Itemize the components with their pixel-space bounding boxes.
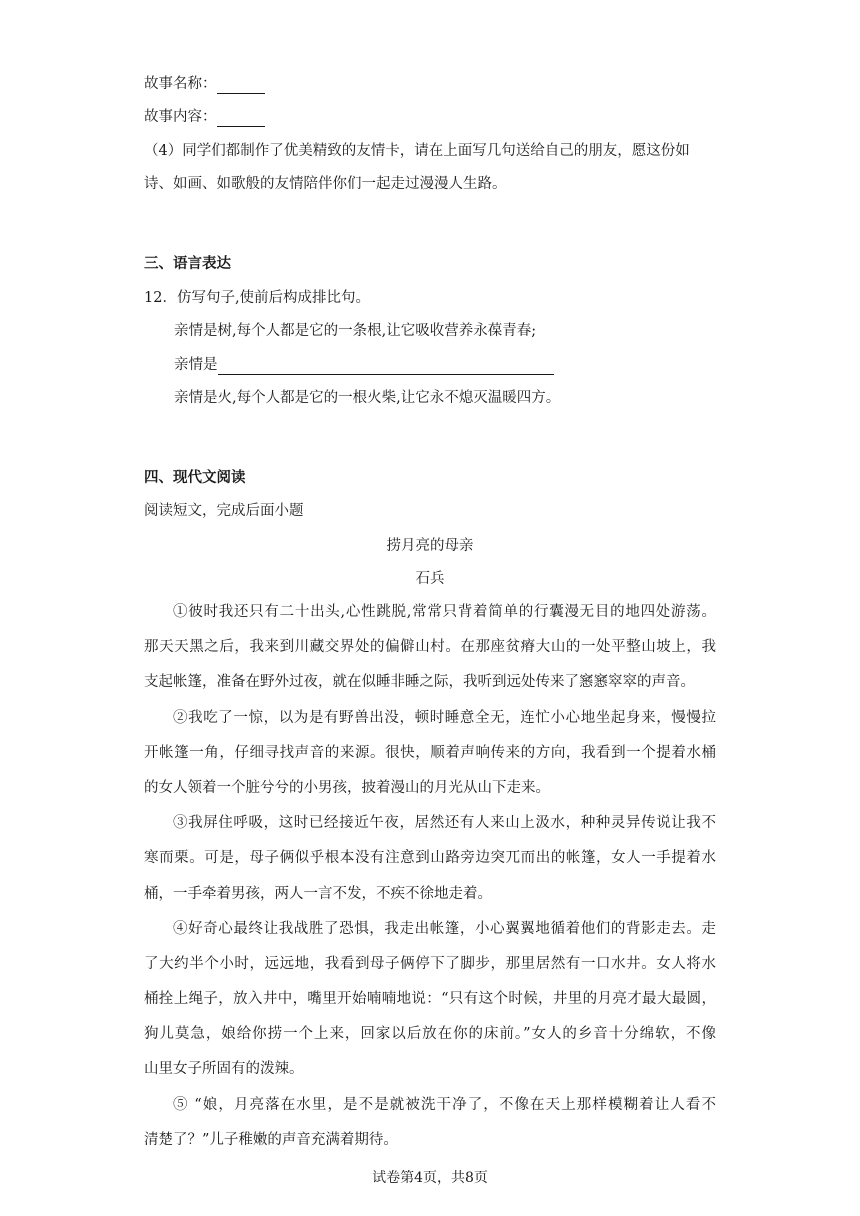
article-line: ③我屏住呼吸，这时已经接近午夜，居然还有人来山上汲水，种种灵异传说让我不	[173, 815, 716, 832]
article-line: 狗儿莫急，娘给你捞一个上来，回家以后放在你的床前。”女人的乡音十分绵软，不像	[144, 1026, 716, 1043]
article-line: ④好奇心最终让我战胜了恐惧，我走出帐篷，小心翼翼地循着他们的背影走去。走	[173, 920, 716, 937]
article-line: ⑤ “娘，月亮落在水里，是不是就被洗干净了，不像在天上那样模糊着让人看不	[173, 1096, 716, 1113]
story-content-label: 故事内容：	[144, 109, 217, 125]
article-title: 捞月亮的母亲	[386, 538, 474, 554]
story-content-line	[144, 107, 265, 127]
article-line: ①彼时我还只有二十出头,心性跳脱,常常只背着简单的行囊漫无目的地四处游荡。	[173, 604, 716, 620]
answer-line	[174, 355, 554, 375]
article-paragraph	[144, 806, 716, 912]
article-line: 的女人领着一个脏兮兮的小男孩，披着漫山的月光从山下走来。	[144, 779, 550, 796]
section-4-heading: 四、现代文阅读	[144, 470, 246, 486]
story-name-label: 故事名称：	[144, 76, 217, 92]
answer-prefix: 亲情是	[174, 357, 218, 373]
article-body	[144, 595, 716, 1158]
article-line: 了大约半个小时，远远地，我看到母子俩停下了脚步，那里居然有一口水井。女人将水	[144, 955, 716, 972]
article-paragraph	[144, 701, 716, 807]
story-content-blank[interactable]	[217, 111, 265, 127]
article-paragraph	[144, 912, 716, 1088]
page-footer: 试卷第4页，共8页	[372, 1170, 488, 1186]
answer-blank[interactable]	[218, 359, 554, 375]
example-sentence-1: 亲情是树,每个人都是它的一条根,让它吸收营养永葆青春;	[174, 323, 537, 339]
article-line: 桶拴上绳子，放入井中，嘴里开始喃喃地说：“只有这个时候，井里的月亮才最大最圆，	[144, 991, 716, 1008]
article-paragraph	[144, 1088, 716, 1158]
article-line: 清楚了？”儿子稚嫩的声音充满着期待。	[144, 1131, 398, 1148]
article-line: 支起帐篷，准备在野外过夜，就在似睡非睡之际，我听到远处传来了窸窸窣窣的声音。	[144, 674, 695, 691]
reading-intro: 阅读短文，完成后面小题	[144, 503, 304, 519]
story-name-blank[interactable]	[217, 78, 265, 94]
article-line: 开帐篷一角，仔细寻找声音的来源。很快，顺着声响传来的方向，我看到一个提着水桶	[144, 744, 716, 761]
question-4-line-1: （4）同学们都制作了优美精致的友情卡，请在上面写几句送给自己的朋友，愿这份如	[144, 143, 690, 159]
article-line: ②我吃了一惊，以为是有野兽出没，顿时睡意全无，连忙小心地坐起身来，慢慢拉	[173, 709, 716, 726]
story-name-line	[144, 74, 265, 94]
article-line: 山里女子所固有的泼辣。	[144, 1061, 304, 1078]
article-paragraph	[144, 595, 716, 701]
article-line: 寒而栗。可是，母子俩似乎根本没有注意到山路旁边突兀而出的帐篷，女人一手提着水	[144, 850, 716, 867]
section-3-heading: 三、语言表达	[144, 256, 231, 272]
question-4-line-2: 诗、如画、如歌般的友情陪伴你们一起走过漫漫人生路。	[144, 176, 507, 192]
article-line: 那天天黑之后，我来到川藏交界处的偏僻山村。在那座贫瘠大山的一处平整山坡上，我	[144, 639, 716, 656]
article-line: 桶，一手牵着男孩，两人一言不发，不疾不徐地走着。	[144, 885, 492, 902]
question-12: 12．仿写句子,使前后构成排比句。	[144, 290, 371, 306]
example-sentence-3: 亲情是火,每个人都是它的一根火柴,让它永不熄灭温暖四方。	[174, 390, 561, 406]
article-author: 石兵	[415, 571, 445, 587]
